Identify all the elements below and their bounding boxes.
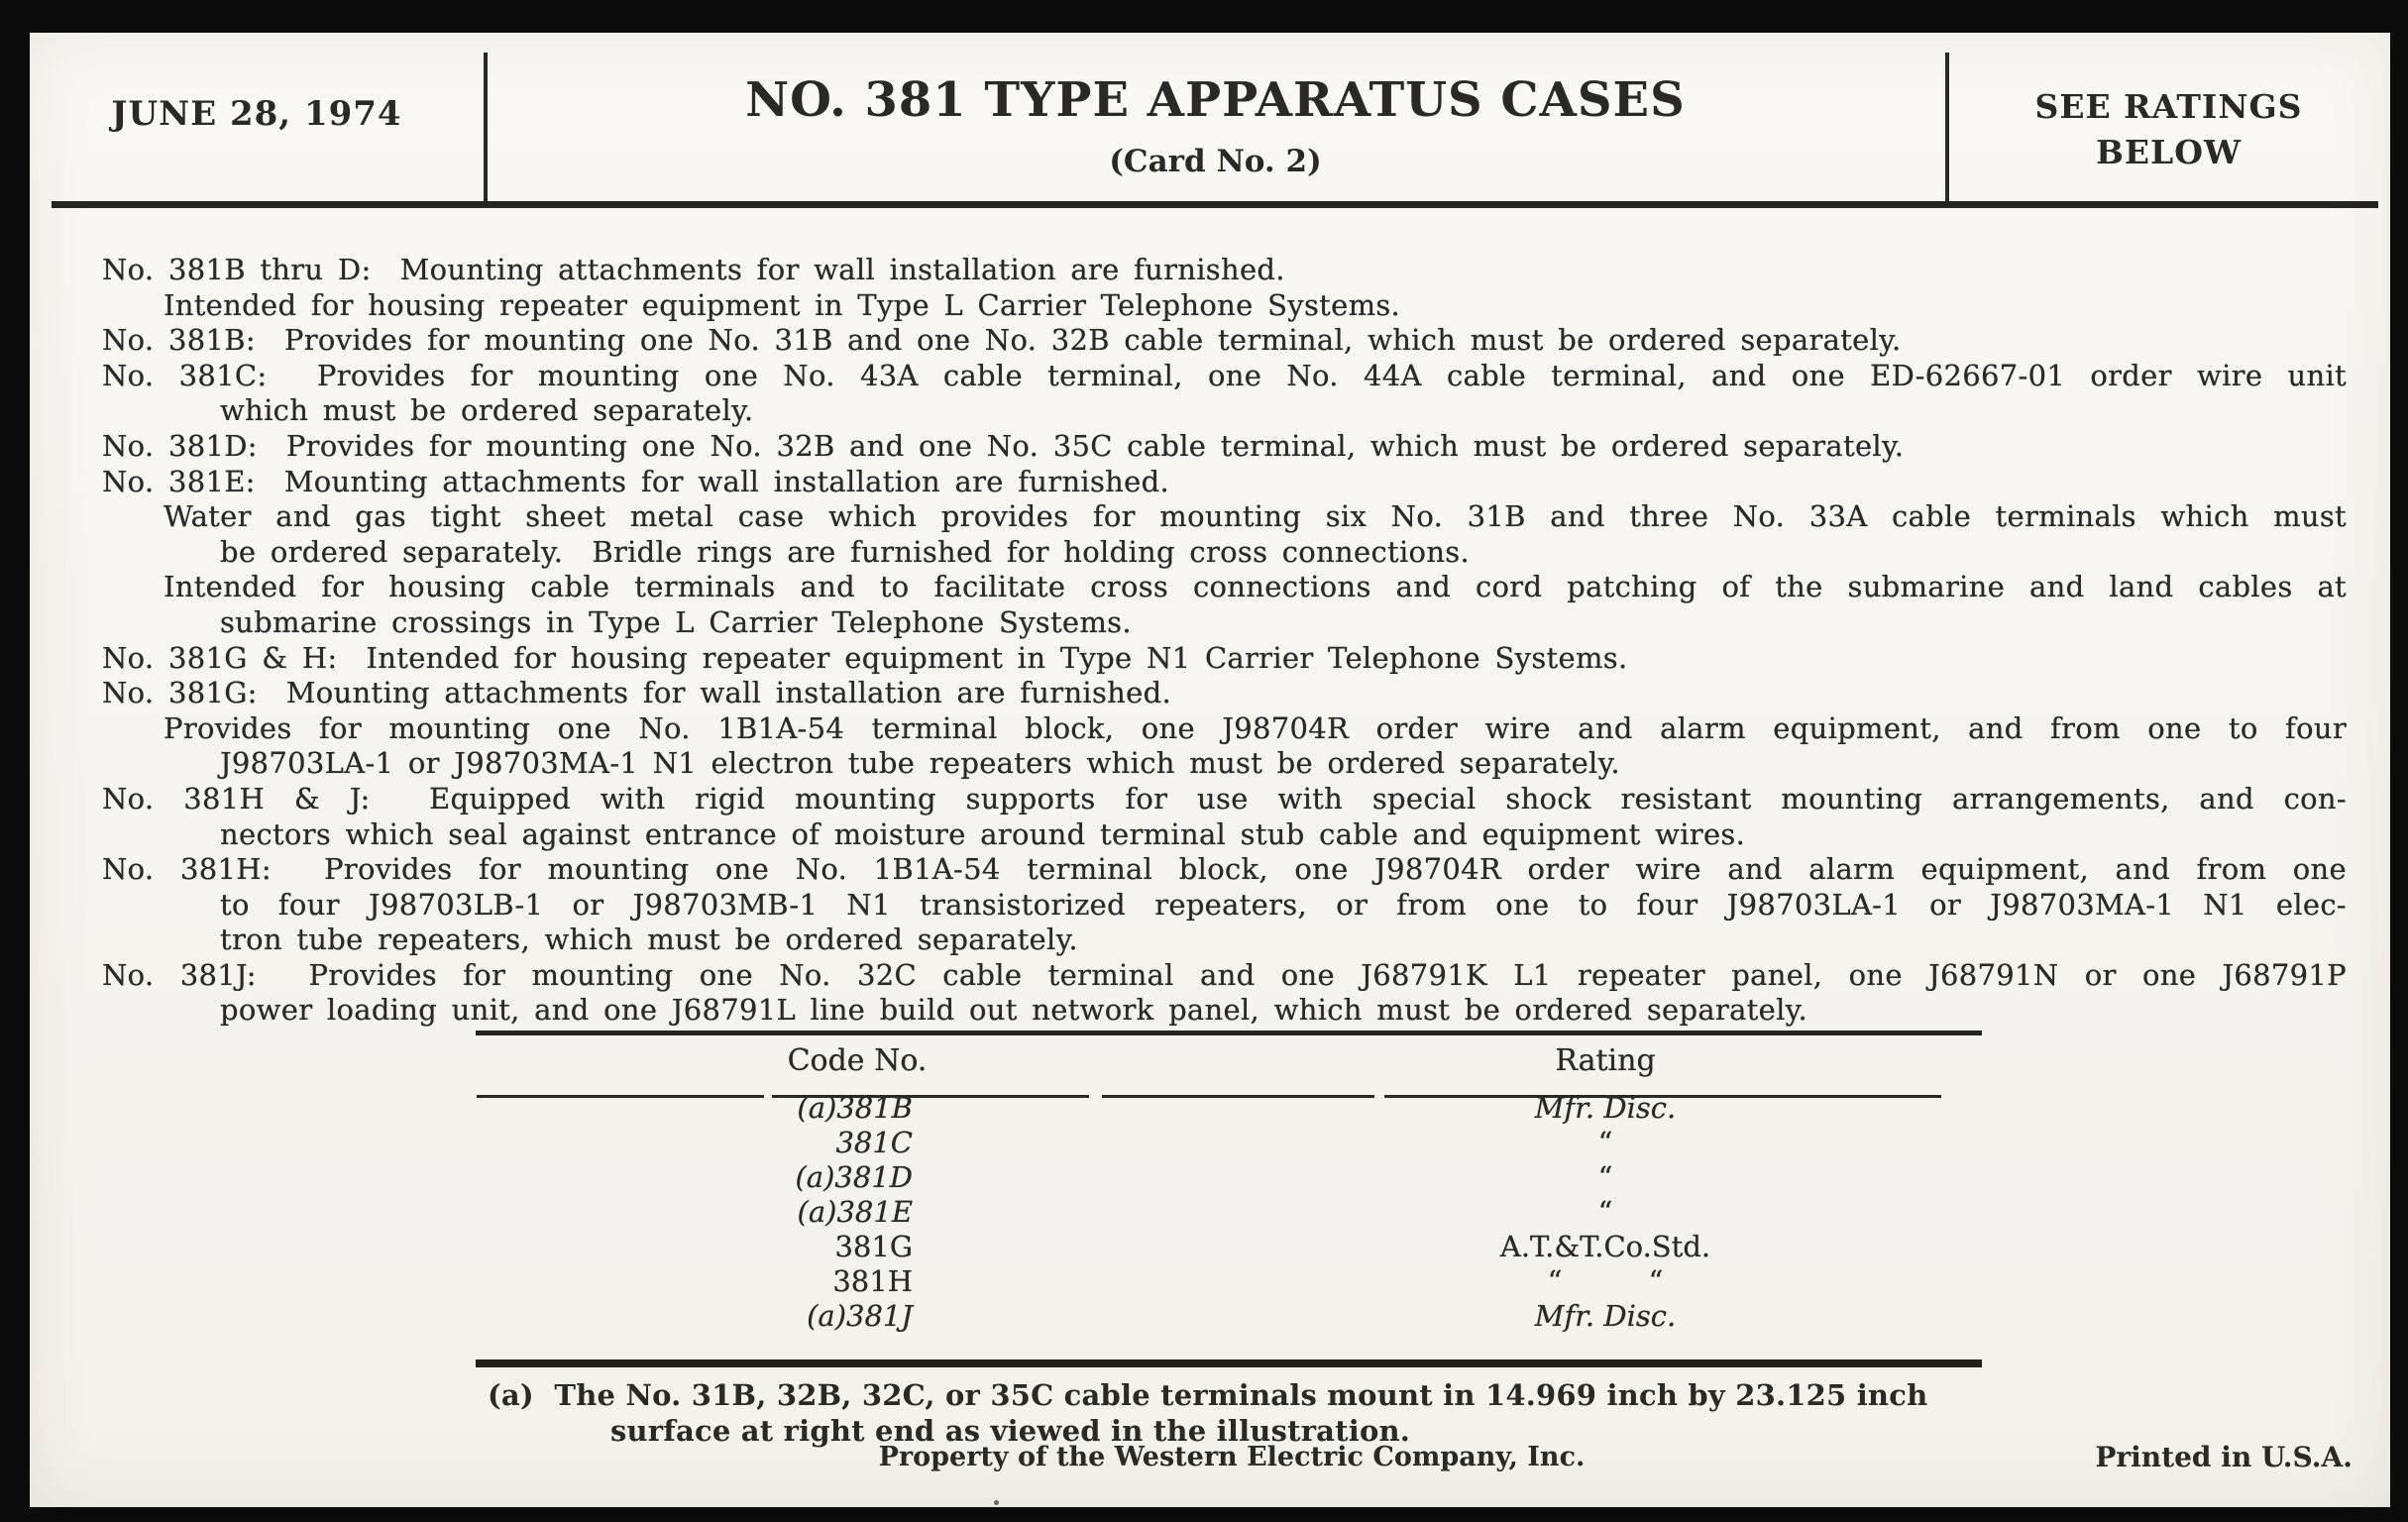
code-cell: (a)381D bbox=[795, 1160, 913, 1194]
table-row bbox=[476, 1091, 1982, 1126]
body-line: Water and gas tight sheet metal case which provides for mounting six No. 31B and three No. 33A cable terminals which must bbox=[164, 499, 2347, 534]
property-notice: Property of the Western Electric Company, Inc. bbox=[878, 1442, 1586, 1472]
body-line: No. 381H & J: Equipped with rigid mounting supports for use with special shock resistant mounting arrangements, and con- bbox=[102, 781, 2347, 815]
table-row bbox=[476, 1126, 1982, 1160]
column-header-rating: Rating bbox=[1555, 1043, 1656, 1078]
table-row bbox=[476, 1230, 1982, 1264]
body-line: J98703LA-1 or J98703MA-1 N1 electron tube repeaters which must be ordered separately. bbox=[220, 746, 1620, 781]
scan-artifact-dot bbox=[994, 1500, 999, 1505]
rating-cell: Mfr. Disc. bbox=[1534, 1299, 1677, 1333]
code-cell: 381H bbox=[832, 1264, 913, 1298]
table-row bbox=[476, 1299, 1982, 1334]
code-cell: (a)381E bbox=[797, 1195, 913, 1229]
table-header-row bbox=[476, 1043, 1982, 1081]
body-line: No. 381H: Provides for mounting one No. 1B1A-54 terminal block, one J98704R order wire and alarm equipment, and from one bbox=[102, 852, 2347, 887]
body-line: No. 381D: Provides for mounting one No. 32B and one No. 35C cable terminal, which must be ordered separately. bbox=[102, 428, 1905, 463]
card-number: (Card No. 2) bbox=[1109, 144, 1322, 179]
body-line: No. 381E: Mounting attachments for wall installation are furnished. bbox=[102, 464, 1170, 498]
header-divider-left bbox=[484, 53, 488, 203]
code-cell: 381G bbox=[834, 1230, 913, 1263]
body-line: nectors which seal against entrance of moisture around terminal stub cable and equipment wires. bbox=[220, 816, 1746, 851]
code-cell: (a)381J bbox=[807, 1299, 913, 1333]
column-header-code: Code No. bbox=[787, 1043, 928, 1078]
header-divider-right bbox=[1945, 53, 1949, 201]
see-ratings-note bbox=[1947, 84, 2390, 175]
body-line: No. 381G: Mounting attachments for wall installation are furnished. bbox=[102, 676, 1171, 710]
body-line: No. 381C: Provides for mounting one No. 43A cable terminal, one No. 44A cable terminal, and one ED-62667-01 order wire unit bbox=[102, 358, 2347, 392]
body-line: submarine crossings in Type L Carrier Telephone Systems. bbox=[220, 604, 1132, 639]
body-line: which must be ordered separately. bbox=[220, 393, 754, 428]
see-ratings-line1: SEE RATINGS bbox=[2034, 87, 2303, 126]
body-line: Provides for mounting one No. 1B1A-54 terminal block, one J98704R order wire and alarm equipment, and from one to four bbox=[164, 710, 2347, 745]
rating-cell: A.T.&T.Co.Std. bbox=[1499, 1230, 1711, 1263]
body-line: No. 381B: Provides for mounting one No. 31B and one No. 32B cable terminal, which must be ordered separately. bbox=[102, 323, 1902, 358]
table-bottom-rule bbox=[476, 1359, 1982, 1367]
page-title: NO. 381 TYPE APPARATUS CASES bbox=[745, 72, 1686, 128]
footnote bbox=[488, 1378, 2033, 1449]
body-line: No. 381J: Provides for mounting one No. 32C cable terminal and one J68791K L1 repeater panel, one J68791N or one J68791P bbox=[102, 957, 2347, 992]
see-ratings-line2: BELOW bbox=[2095, 133, 2243, 171]
body-line: No. 381G & H: Intended for housing repeater equipment in Type N1 Carrier Telephone Systems. bbox=[102, 640, 1628, 675]
body-line: No. 381B thru D: Mounting attachments for wall installation are furnished. bbox=[102, 253, 1285, 286]
printed-in-usa: Printed in U.S.A. bbox=[2095, 1441, 2353, 1473]
rating-cell: “ bbox=[1597, 1126, 1613, 1159]
header-rule bbox=[52, 201, 2378, 208]
body-line: to four J98703LB-1 or J98703MB-1 N1 transistorized repeaters, or from one to four J98703LA-1 or J98703MA-1 N1 elec- bbox=[220, 887, 2347, 922]
table-row bbox=[476, 1195, 1982, 1230]
body-line: power loading unit, and one J68791L line build out network panel, which must be ordered separately. bbox=[220, 993, 1808, 1028]
table-row bbox=[476, 1264, 1982, 1299]
body-text bbox=[102, 253, 2347, 1029]
code-cell: (a)381B bbox=[797, 1091, 913, 1125]
table-row bbox=[476, 1160, 1982, 1195]
rating-cell: “ “ bbox=[1547, 1264, 1664, 1298]
table-rows bbox=[476, 1091, 1982, 1334]
body-line: be ordered separately. Bridle rings are furnished for holding cross connections. bbox=[220, 534, 1470, 569]
body-line: Intended for housing cable terminals and to facilitate cross connections and cord patching of the submarine and land cables at bbox=[164, 570, 2347, 604]
rating-cell: “ bbox=[1597, 1160, 1613, 1194]
footnote-line1: (a) The No. 31B, 32B, 32C, or 35C cable terminals mount in 14.969 inch by 23.125 inch bbox=[488, 1378, 1928, 1412]
rating-cell: Mfr. Disc. bbox=[1534, 1091, 1677, 1125]
footnote-line2: surface at right end as viewed in the illustration. bbox=[610, 1413, 1411, 1448]
rating-cell: “ bbox=[1597, 1195, 1613, 1229]
apparatus-card bbox=[30, 33, 2390, 1507]
body-line: tron tube repeaters, which must be ordered separately. bbox=[220, 923, 1078, 957]
body-line: Intended for housing repeater equipment in Type L Carrier Telephone Systems. bbox=[164, 287, 1401, 322]
code-cell: 381C bbox=[835, 1126, 913, 1159]
issue-date: JUNE 28, 1974 bbox=[111, 94, 402, 134]
table-top-rule bbox=[476, 1031, 1982, 1035]
